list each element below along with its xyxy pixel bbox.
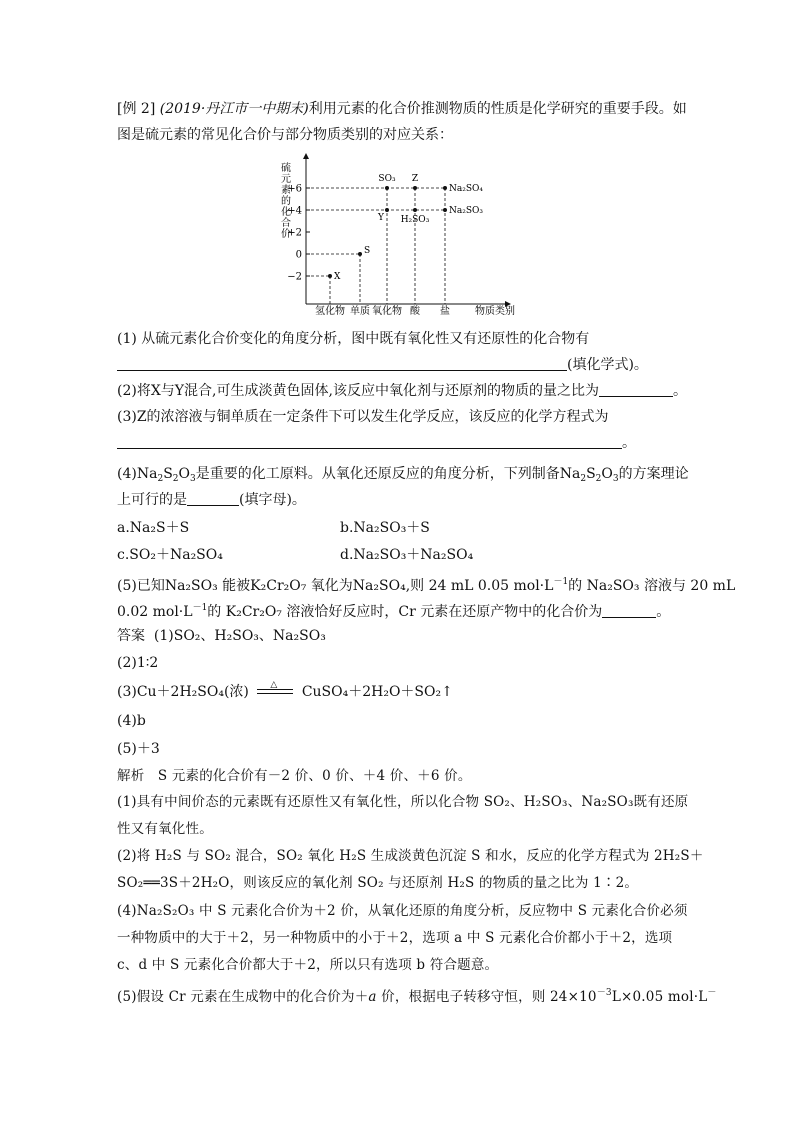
option-b: b.Na₂SO₃＋S xyxy=(340,520,430,536)
question-4-line-1: $(4)Na_2S_2O_3$是重要的化工原料。从氧化还原反应的角度分析，下列制备$Na_2S_2O_3$的方案理论 xyxy=(117,466,689,484)
answer-label: 答案 xyxy=(117,628,145,644)
analysis-line-2: 性又有氧化性。 xyxy=(117,821,213,837)
example-intro: 利用元素的化合价推测物质的性质是化学研究的重要手段。如 xyxy=(308,101,687,117)
data-point xyxy=(385,208,389,212)
analysis-line-6: 一种物质中的大于＋2，另一种物质中的小于＋2，选项 a 中 S 元素化合价都小于＋2，选项 xyxy=(117,930,673,946)
example-tag: [例 2] xyxy=(117,101,156,117)
question-2: (2)将X与Y混合,可生成淡黄色固体,该反应中氧化剂与还原剂的物质的量之比为 。 xyxy=(117,383,687,399)
data-point xyxy=(443,186,447,190)
heating-condition: △ xyxy=(270,680,278,690)
data-point-label: Na₂SO₄ xyxy=(449,184,484,194)
analysis-label: 解析 xyxy=(117,768,145,784)
answer-line-5: (5)＋3 xyxy=(117,741,160,757)
x-category-label: 单质 xyxy=(350,306,370,317)
question-3-line-2: 。 xyxy=(117,434,636,452)
data-point xyxy=(413,208,417,212)
data-point xyxy=(385,186,389,190)
question-1-line-1: (1) 从硫元素化合价变化的角度分析，图中既有氧化性又有还原性的化合物有 xyxy=(117,331,590,347)
question-1-line-2: (填化学式)。 xyxy=(117,356,648,374)
x-category-label: 氧化物 xyxy=(372,306,402,317)
example-intro-line-2: 图是硫元素的常见化合价与部分物质类别的对应关系： xyxy=(117,127,453,143)
x-axis-label: 物质类别 xyxy=(475,306,515,317)
data-point-label: Y xyxy=(378,213,384,223)
y-tick-label: +2 xyxy=(287,227,302,239)
data-point-label: Na₂SO₃ xyxy=(449,206,484,216)
analysis-line-5: (4)Na₂S₂O₃ 中 S 元素化合价为＋2 价，从氧化还原的角度分析，反应物中 S 元素化合价必须 xyxy=(117,903,688,919)
data-point-label: SO₃ xyxy=(378,174,396,184)
answer-blank-5[interactable] xyxy=(602,603,656,618)
answer-line-2: (2)1∶2 xyxy=(117,655,159,671)
analysis-line-4: SO₂══3S＋2H₂O，则该反应的氧化剂 SO₂ 与还原剂 H₂S 的物质的量之比为 1∶2。 xyxy=(117,875,639,891)
data-point-label: Z xyxy=(411,174,419,184)
x-category-label: 盐 xyxy=(440,306,450,317)
option-a: a.Na₂S＋S xyxy=(117,520,190,536)
data-point xyxy=(328,274,332,278)
answer-blank-1[interactable] xyxy=(117,356,567,371)
data-point xyxy=(443,208,447,212)
example-source: (2019·丹江市一中期末) xyxy=(159,101,309,117)
y-tick-label: +6 xyxy=(287,183,302,195)
heating-equals-sign xyxy=(257,680,293,699)
answer-blank-4[interactable] xyxy=(187,491,239,506)
option-c: c.SO₂＋Na₂SO₄ xyxy=(117,547,223,563)
question-4-line-2: 上可行的是 (填字母)。 xyxy=(117,492,306,508)
x-category-label: 氢化物 xyxy=(315,306,345,317)
answer-blank-2[interactable] xyxy=(599,382,673,397)
data-point-label: S xyxy=(364,246,371,256)
analysis-line-0: 解析 S 元素的化合价有－2 价、0 价、＋4 价、＋6 价。 xyxy=(117,768,472,784)
answer-line-1: 答案 (1)SO₂、H₂SO₃、Na₂SO₃ xyxy=(117,628,326,644)
analysis-line-1: (1)具有中间价态的元素既有还原性又有氧化性，所以化合物 SO₂、H₂SO₃、Na₂SO₃既有还原 xyxy=(117,794,689,810)
y-tick-label: −2 xyxy=(287,271,302,283)
analysis-line-7: c、d 中 S 元素化合价都大于＋2，所以只有选项 b 符合题意。 xyxy=(117,957,499,973)
analysis-line-3: (2)将 H₂S 与 SO₂ 混合，SO₂ 氧化 H₂S 生成淡黄色沉淀 S 和水，反应的化学方程式为 2H₂S＋ xyxy=(117,848,704,864)
data-point-label: H₂SO₃ xyxy=(400,215,430,225)
data-point xyxy=(358,252,362,256)
example-intro-line-1 xyxy=(117,100,687,118)
question-5-line-2: 0.02 $mol\cdot L^{-1}$的 K₂Cr₂O₇ 溶液恰好反应时，Cr 元素在还原产物中的化合价为 。 xyxy=(117,603,671,620)
y-axis-label: 硫元素的化合价 xyxy=(278,162,290,239)
answer-line-3: (3)Cu＋2H₂SO₄(浓) △ CuSO₄＋2H₂O＋SO₂↑ xyxy=(117,683,453,701)
analysis-line-8: (5)假设 Cr 元素在生成物中的化合价为＋a 价，根据电子转移守恒，则 $24\times 10^{-3}L\times 0.05$ mol·L－ xyxy=(117,988,717,1005)
option-d: d.Na₂SO₃＋Na₂SO₄ xyxy=(340,547,474,563)
valence-chart xyxy=(270,148,530,320)
question-3-line-1: (3)Z的浓溶液与铜单质在一定条件下可以发生化学反应，该反应的化学方程式为 xyxy=(117,409,609,425)
answer-line-4: (4)b xyxy=(117,713,146,729)
answer-blank-3[interactable] xyxy=(117,434,622,449)
question-5-line-1: (5)已知Na₂SO₃ 能被K₂Cr₂O₇ 氧化为Na₂SO₄,则 24 mL 0.05 $mol\cdot L^{-1}$的 Na₂SO₃ 溶液与 20 mL xyxy=(117,577,736,594)
data-point-label: X xyxy=(334,272,341,282)
y-tick-label: +4 xyxy=(287,205,302,217)
x-category-label: 酸 xyxy=(410,306,420,317)
data-point xyxy=(413,186,417,190)
y-tick-label: 0 xyxy=(295,249,302,261)
